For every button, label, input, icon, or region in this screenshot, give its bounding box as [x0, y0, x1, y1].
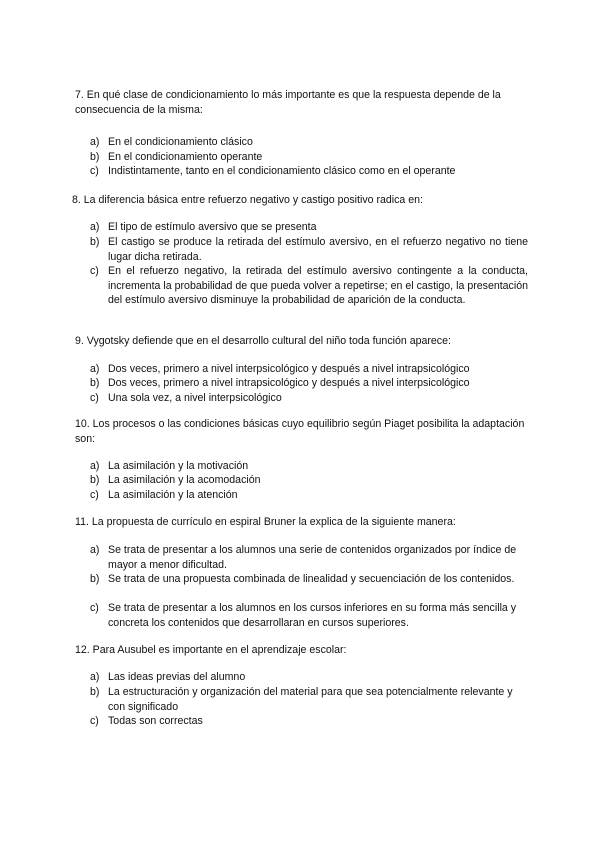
option-text: Las ideas previas del alumno	[108, 671, 246, 683]
option-text: Dos veces, primero a nivel interpsicológico y después a nivel intrapsicológico	[108, 363, 470, 375]
option-letter: b)	[90, 236, 100, 248]
option-text: Una sola vez, a nivel interpsicológico	[108, 392, 282, 404]
option-text: El tipo de estímulo aversivo que se presenta	[108, 221, 317, 233]
option-text: La asimilación y la motivación	[108, 460, 249, 472]
option-text: La asimilación y la acomodación	[108, 474, 261, 486]
option-letter: a)	[90, 221, 100, 233]
option-text: Se trata de presentar a los alumnos en los cursos inferiores en su forma más sencilla y concreta los contenidos que desarrollaran en cursos superiores.	[108, 602, 517, 629]
option-letter: a)	[90, 544, 100, 556]
question-12-stem: 12. Para Ausubel es importante en el aprendizaje escolar:	[75, 644, 347, 656]
option-letter: c)	[90, 489, 99, 501]
option-letter: b)	[90, 377, 100, 389]
option-text: En el condicionamiento clásico	[108, 136, 253, 148]
option-text: La asimilación y la atención	[108, 489, 238, 501]
option-letter: b)	[90, 686, 100, 698]
option-text: Dos veces, primero a nivel intrapsicológico y después a nivel interpsicológico	[108, 377, 470, 389]
option-text: Indistintamente, tanto en el condicionamiento clásico como en el operante	[108, 165, 456, 177]
option-letter: b)	[90, 474, 100, 486]
option-text: En el condicionamiento operante	[108, 151, 263, 163]
option-letter: b)	[90, 573, 100, 585]
option-text: El castigo se produce la retirada del estímulo aversivo, en el refuerzo negativo no tiene lugar dicha retirada.	[108, 236, 528, 263]
question-11-stem: 11. La propuesta de currículo en espiral Bruner la explica de la siguiente manera:	[75, 516, 456, 528]
option-text: Se trata de una propuesta combinada de linealidad y secuenciación de los contenidos.	[108, 573, 515, 585]
option-text: La estructuración y organización del material para que sea potencialmente relevante y con significado	[108, 686, 513, 713]
question-10-stem: 10. Los procesos o las condiciones básicas cuyo equilibrio según Piaget posibilita la adaptación son:	[75, 418, 525, 445]
option-letter: a)	[90, 136, 100, 148]
question-8-stem: 8. La diferencia básica entre refuerzo negativo y castigo positivo radica en:	[72, 194, 423, 206]
option-text: En el refuerzo negativo, la retirada del estímulo aversivo contingente a la conducta, incrementa la probabilidad de que pueda volver a repetirse; en el castigo, la presentación del estímulo aversivo disminuye la probabilidad de aparición de la conducta.	[108, 265, 528, 306]
option-text: Todas son correctas	[108, 715, 203, 727]
option-letter: c)	[90, 265, 99, 277]
option-letter: a)	[90, 460, 100, 472]
option-letter: a)	[90, 363, 100, 375]
option-letter: c)	[90, 715, 99, 727]
option-letter: b)	[90, 151, 100, 163]
question-7-stem: 7. En qué clase de condicionamiento lo más importante es que la respuesta depende de la consecuencia de la misma:	[75, 89, 501, 116]
option-letter: a)	[90, 671, 100, 683]
option-letter: c)	[90, 602, 99, 614]
option-letter: c)	[90, 165, 99, 177]
option-text: Se trata de presentar a los alumnos una serie de contenidos organizados por índice de mayor a menor dificultad.	[108, 544, 517, 571]
option-letter: c)	[90, 392, 99, 404]
question-9-stem: 9. Vygotsky defiende que en el desarrollo cultural del niño toda función aparece:	[75, 335, 451, 347]
